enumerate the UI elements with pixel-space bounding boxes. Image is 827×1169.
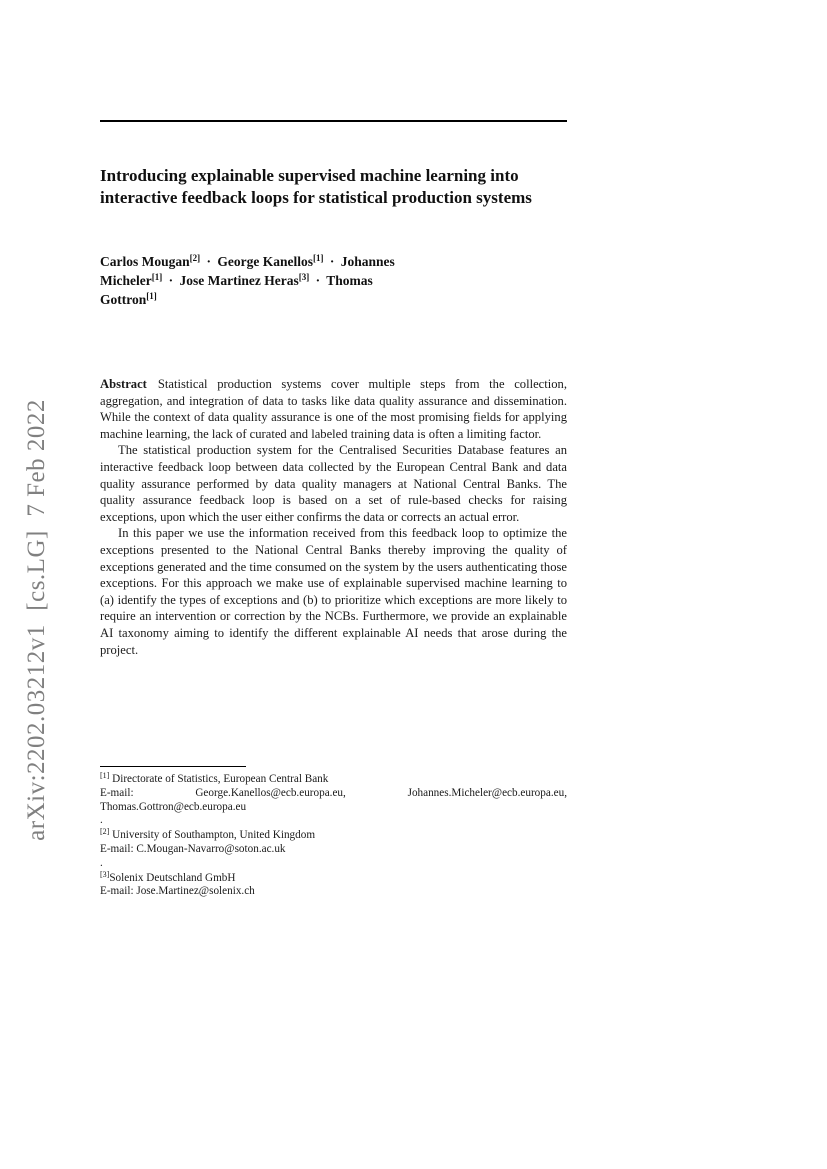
footnote-section (100, 766, 567, 900)
author-name: George Kanellos[1] (217, 253, 324, 269)
author-separator: · (315, 273, 321, 288)
paper-title: Introducing explainable supervised machine learning into interactive feedback loops for statistical production systems (100, 166, 532, 207)
author-separator: · (329, 254, 335, 269)
footnote-email-line: E-mail: Jose.Martinez@solenix.ch (100, 885, 255, 898)
author-name: Jose Martinez Heras[3] (179, 272, 310, 288)
authors-block (100, 252, 412, 309)
footnote-affiliation: University of Southampton, United Kingdom (109, 829, 316, 842)
author-separator: · (168, 273, 174, 288)
footnote (100, 829, 567, 870)
abstract-section (100, 376, 567, 658)
abstract-paragraph (100, 376, 567, 442)
footnote-trailing-dot: . (100, 856, 103, 869)
author-ref: [3] (298, 272, 310, 282)
abstract-paragraph: The statistical production system for the Centralised Securities Database features an interactive feedback loop between data collected by the European Central Bank and data quality assurance performed by data quality managers at National Central Banks. The quality assurance feedback loop is based on a set of rule-based checks for raising exceptions, upon which the user either confirms the data or corrects an actual error. (100, 443, 567, 524)
footnote-rule (100, 766, 246, 767)
author-ref: [2] (189, 253, 201, 263)
footnote-affiliation-line (100, 829, 567, 843)
arxiv-watermark: arXiv:2202.03212v1 [cs.LG] 7 Feb 2022 (23, 399, 50, 841)
footnote-email-line: E-mail: C.Mougan-Navarro@soton.ac.uk (100, 842, 286, 855)
footnote (100, 869, 567, 900)
abstract-text: Statistical production systems cover multiple steps from the collection, aggregation, and integration of data to tasks like data quality assurance and dissemination. While the context of data quality assurance is one of the most promising fields for applying machine learning, the lack of curated and labeled training data is often a limiting factor. (100, 377, 567, 441)
footnote-affiliation: Solenix Deutschland GmbH (109, 871, 236, 884)
footnote-email-line: E-mail: George.Kanellos@ecb.europa.eu, Johannes.Micheler@ecb.europa.eu, Thomas.Gottron@ecb.europa.eu (100, 786, 567, 813)
footnote-affiliation-line (100, 869, 567, 886)
author-separator: · (206, 254, 212, 269)
header-rule (100, 120, 567, 122)
abstract-label: Abstract (100, 377, 147, 391)
footnote-ref: [1] (100, 771, 110, 780)
author-name: Johannes Micheler[1] (100, 254, 395, 288)
abstract-paragraph: In this paper we use the information received from this feedback loop to optimize the exceptions presented to the National Central Banks thereby improving the quality of exceptions generated and the time consumed on the system by the users authenticating those exceptions. For this approach we make use of explainable supervised machine learning to (a) identify the types of exceptions and (b) to prioritize which exceptions are more likely to require an intervention or correction by the NCBs. Furthermore, we provide an explainable AI taxonomy aiming to identify the different explainable AI needs that arose during the project. (100, 526, 567, 657)
author-ref: [1] (313, 253, 324, 263)
footnote-ref: [2] (100, 827, 110, 837)
footnote-affiliation: Directorate of Statistics, European Central Bank (109, 773, 329, 785)
footnote (100, 773, 567, 828)
author-ref: [1] (146, 291, 157, 301)
footnote-affiliation-line (100, 773, 567, 787)
author-name: Thomas Gottron[1] (100, 273, 373, 307)
footnote-ref: [3] (100, 869, 110, 879)
footnote-trailing-dot: . (100, 814, 103, 827)
author-ref: [1] (151, 272, 163, 282)
author-name: Carlos Mougan[2] (100, 253, 201, 269)
